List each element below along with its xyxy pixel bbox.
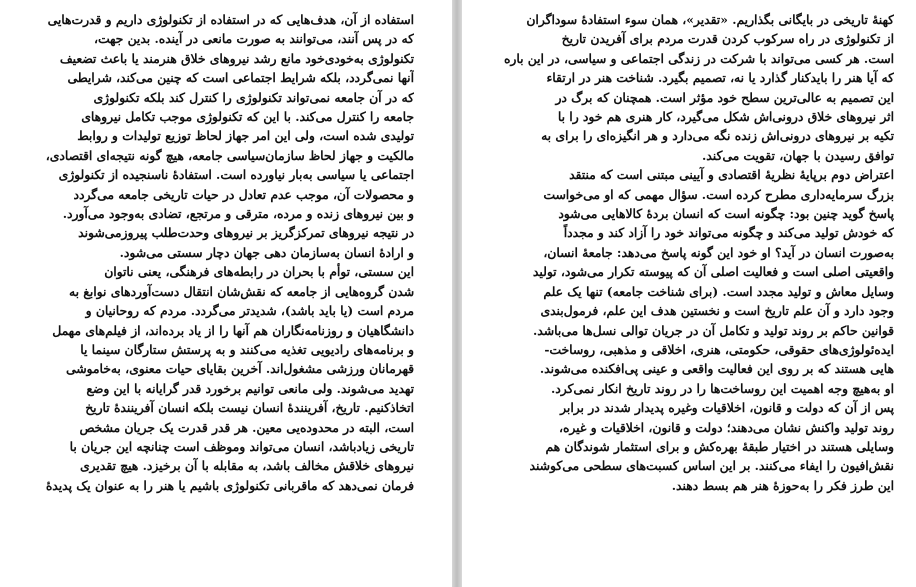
text-line: است. هر کسی می‌تواند با شرکت در زندگی اجتماعی و سیاسی، در این باره (503, 50, 894, 66)
text-line: دانشگاهیان و روزنامه‌نگاران هم آنها را از یاد برده‌اند، از فیلم‌های مهمل (52, 322, 414, 338)
text-line: استفاده از آن، هدف‌هایی که در استفاده از تکنولوژی داریم و قدرت‌هایی (47, 12, 414, 27)
text-line: تکیه بر نیروهای درونی‌اش زنده نگه می‌دارد و هر انگیزه‌ای را برای به (541, 128, 894, 144)
text-line: و بین نیروهای زنده و مرده، مترقی و مرتجع، تضادی به‌وجود می‌آورد. (62, 206, 414, 222)
text-line: توافق رسیدن با جهان، تقویت می‌کند. (702, 147, 894, 163)
text-line: این طرز فکر را به‌حوزهٔ هنر هم بسط دهند. (671, 477, 894, 493)
text-line: این سستی، توأم با بحران در رابطه‌های فرهنگی، یعنی ناتوان (104, 264, 414, 280)
text-line: مردم است (یا باید باشد)، شدیدتر می‌گردد. مردم که روحانیان و (85, 303, 414, 319)
text-line: کهنهٔ تاریخی در بایگانی بگذاریم. «تقدیر»، همان سوء استفادهٔ سوداگران (526, 12, 894, 27)
left-page-text (24, 10, 414, 495)
text-line: که خودش تولید می‌کند و چگونه می‌تواند خود را آزاد کند و مجدداً (563, 225, 894, 241)
page-spine-divider (452, 0, 462, 587)
text-line: و ارادهٔ انسان به‌سازمان دهی جهان دچار سستی می‌شود. (119, 244, 414, 260)
text-line: آنها نمی‌گردد، بلکه شرایط اجتماعی است که چنین می‌کند، شرایطی (67, 70, 414, 86)
text-line: به‌صورت انسان در آید؟ او خود این گونه پاسخ می‌دهد: جامعهٔ انسان، (543, 244, 894, 260)
text-line: که آیا هنر را بایدکنار گذارد یا نه، تصمیم بگیرد. شناخت هنر در ارتقاء (546, 70, 894, 86)
text-line: که در آن جامعه نمی‌تواند تکنولوژی را کنترل کند بلکه تکنولوژی (93, 89, 414, 105)
text-line: اجتماعی یا سیاسی به‌بار نیاورده است. استفادهٔ ناسنجیده از تکنولوژی (58, 167, 414, 183)
text-line: که در پس آنند، می‌توانند به صورت مانعی در آینده. بدین جهت، (93, 31, 414, 47)
text-line: اتخاذکنیم. تاریخ، آفرینندهٔ انسان نیست بلکه انسان آفرینندهٔ تاریخ (85, 400, 414, 416)
text-line: تکنولوژی به‌خودی‌خود مانع رشد نیروهای خلاق هنرمند یا باعث تضعیف (59, 50, 414, 66)
text-line: اعتراض دوم برپایهٔ نظریهٔ اقتصادی و آیینی مبتنی است که منتقد (569, 167, 894, 183)
text-line: از تکنولوژی در راه سرکوب کردن قدرت مردم برای آفریدن تاریخ (561, 31, 894, 47)
text-line: هایی هستند که بر روی این فعالیت واقعی و عینی پی‌افکنده می‌شوند. (539, 361, 894, 377)
right-page-text (498, 10, 894, 495)
text-line: و محصولات آن، موجب عدم تعادل در حیات تاریخی جامعه می‌گردد (73, 186, 414, 202)
text-line: پاسخ گوید چنین بود: چگونه است که انسان بردهٔ کالاهایی می‌شود (558, 206, 894, 222)
text-line: در نتیجه نیروهای تمرکزگریز بر نیروهای وحدت‌طلب پیروزمی‌شوند (78, 225, 414, 241)
right-page (462, 0, 916, 587)
text-line: فرمان نمی‌دهد که ماقربانی تکنولوژی باشیم یا هنر را به عنوان یک پدیدهٔ (45, 477, 414, 493)
left-page (0, 0, 452, 587)
text-line: است، البته در محدوده‌یی معین. هر قدر قدرت یک جریان مشخص (79, 419, 414, 435)
text-line: پس از آن که دولت و قانون، اخلاقیات وغیره پدیدار شدند در برابر (560, 400, 894, 416)
text-line: اثر نیروهای خلاق درونی‌اش شکل می‌گیرد، کار هنری هم خود را با (557, 109, 894, 125)
text-line: قوانین حاکم بر روند تولید و تکامل آن در جریان توالی نسل‌ها می‌باشد. (533, 322, 894, 338)
text-line: جامعه را کنترل می‌کند. با این که تکنولوژی موجب تکامل نیروهای (81, 109, 414, 125)
text-line: تهدید می‌شوند. ولی مانعی توانیم برخورد قدر گرایانه با این وضع (86, 380, 414, 396)
text-line: تولیدی شده است، ولی این امر جهاز لحاظ توزیع تولیدات و روابط (77, 128, 414, 144)
text-line: او به‌هیچ وجه اهمیت این روساخت‌ها را در روند تاریخ انکار نمی‌کرد. (550, 380, 894, 396)
text-line: واقعیتی اصلی است و فعالیت اصلی آن که پیوسته تکرار می‌شود، تولید (532, 264, 894, 280)
text-line: وسایلی هستند در اختیار طبقهٔ بهره‌کش و برای استثمار شوندگان هم (545, 438, 894, 454)
text-line: و برنامه‌های رادیویی تغذیه می‌کنند و به پرستش ستارگان سینما یا (80, 341, 414, 357)
text-line: نیروهای خلاقش مخالف باشد، به مقابله با آن برخیزد. هیچ تقدیری (79, 458, 414, 474)
text-line: ایده‌ئولوژی‌های حقوقی، حکومتی، هنری، اخلاقی و مذهبی، روساخت- (544, 341, 894, 357)
text-line: بزرگ سرمایه‌داری مطرح کرده است. سؤال مهمی که او می‌خواست (543, 186, 894, 202)
text-line: شدن گروه‌هایی از جامعه که نقش‌شان انتقال دست‌آوردهای نوابغ به (68, 283, 414, 299)
text-line: قهرمانان ورزشی مشغول‌اند. آخرین بقایای حیات معنوی، به‌خاموشی (66, 361, 414, 377)
text-line: مالکیت و جهاز لحاظ سازمان‌سیاسی جامعه، هیچ گونه نتیجه‌ای اقتصادی، (45, 147, 414, 163)
text-line: تاریخی زیادباشد، انسان می‌تواند وموظف است چنانچه این جریان با (69, 438, 414, 454)
text-line: وسایل معاش و تولید مجدد است. (برای شناخت جامعه) تنها یک علم (543, 283, 894, 299)
text-line: روند تولید واکنش نشان می‌دهند؛ دولت و قانون، اخلاقیات و غیره، (558, 419, 894, 435)
text-line: این تصمیم به عالی‌ترین سطح خود مؤثر است. همچنان که برگ در (555, 89, 894, 105)
text-line: وجود دارد و آن علم تاریخ است و نخستین هدف این علم، فرمول‌بندی (540, 303, 894, 319)
text-line: نقش‌افیون را ایفاء می‌کنند. بر این اساس کسبت‌های سطحی می‌کوشند (529, 458, 894, 474)
